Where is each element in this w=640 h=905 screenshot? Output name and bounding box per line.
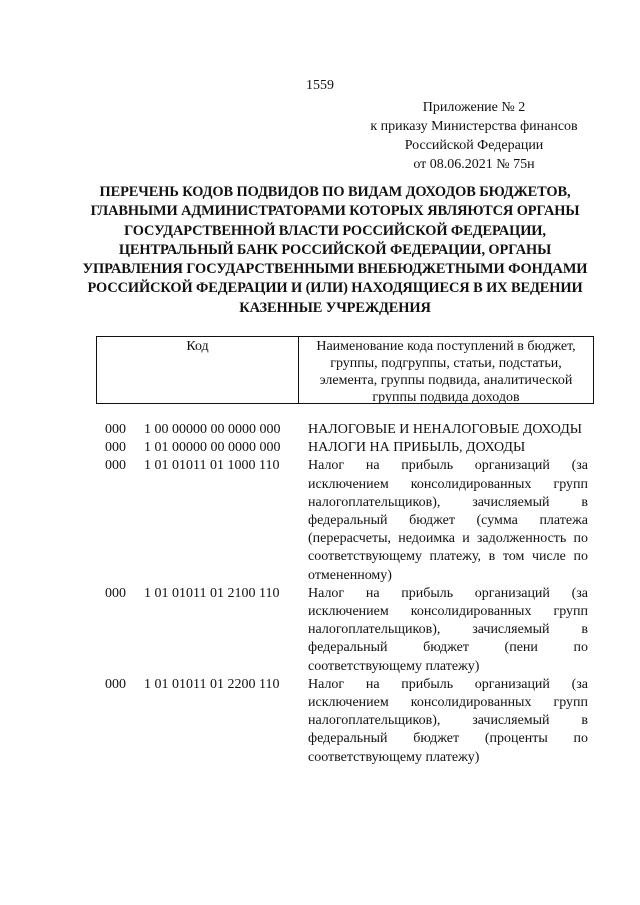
income-name: Налог на прибыль организаций (за исключением консолидированных групп налогоплательщиков), зачисляемый в федеральный бюджет (пени по соответствующему платежу) [308,585,588,674]
header-name-cell: Наименование кода поступлений в бюджет, группы, подгруппы, статьи, подстатьи, элемента, группы подвида, аналитической группы подвида доходов [316,339,576,405]
table-row [96,439,594,457]
appendix-line-1: Приложение № 2 [422,100,526,115]
income-name: Налог на прибыль организаций (за исключением консолидированных групп налогоплательщиков), зачисляемый в федеральный бюджет (проценты по соответствующему платежу) [308,676,588,765]
table-header [96,336,594,404]
income-code: 1 00 00000 00 0000 000 [144,422,281,437]
income-code: 1 01 00000 00 0000 000 [144,440,281,456]
income-code: 1 01 01011 01 2200 110 [144,676,280,692]
admin-code: 000 [105,458,126,474]
table-row [96,421,594,439]
income-name: Налог на прибыль организаций (за исключением консолидированных групп налогоплательщиков), зачисляемый в федеральный бюджет (сумма платежа (перерасчеты, недоимка и задолженность по соответствующему платежу, в том числе по отмененному) [308,458,588,583]
admin-code: 000 [105,440,126,456]
document-title: ПЕРЕЧЕНЬ КОДОВ ПОДВИДОВ ПО ВИДАМ ДОХОДОВ БЮДЖЕТОВ, ГЛАВНЫМИ АДМИНИСТРАТОРАМИ КОТОРЫХ ЯВЛЯЮТСЯ ОРГАНЫ ГОСУДАРСТВЕННОЙ ВЛАСТИ РОССИЙСКОЙ ФЕДЕРАЦИИ, ЦЕНТРАЛЬНЫЙ БАНК РОССИЙСКОЙ ФЕДЕРАЦИИ, ОРГАНЫ УПРАВЛЕНИЯ ГОСУДАРСТВЕННЫМИ ВНЕБЮДЖЕТНЫМИ ФОНДАМИ РОССИЙСКОЙ ФЕДЕРАЦИИ И (ИЛИ) НАХОДЯЩИЕСЯ В ИХ ВЕДЕНИИ КАЗЕННЫЕ УЧРЕЖДЕНИЯ [82,184,588,316]
appendix-line-4: от 08.06.2021 № 75н [413,157,535,172]
income-codes-list [96,421,594,767]
header-code-cell: Код [97,337,299,403]
admin-code: 000 [105,585,126,601]
appendix-line-2: к приказу Министерства финансов [370,119,578,134]
income-name: НАЛОГИ НА ПРИБЫЛЬ, ДОХОДЫ [308,440,526,456]
admin-code: 000 [105,676,126,692]
admin-code: 000 [105,422,126,437]
table-row [96,585,594,676]
income-code: 1 01 01011 01 2100 110 [144,585,280,601]
table-row [96,676,594,767]
appendix-line-3: Российской Федерации [404,138,544,153]
page-number: 1559 [306,78,334,93]
appendix-block [345,98,603,174]
income-name: НАЛОГОВЫЕ И НЕНАЛОГОВЫЕ ДОХОДЫ [308,422,582,437]
table-row [96,457,594,584]
income-code: 1 01 01011 01 1000 110 [144,458,280,474]
